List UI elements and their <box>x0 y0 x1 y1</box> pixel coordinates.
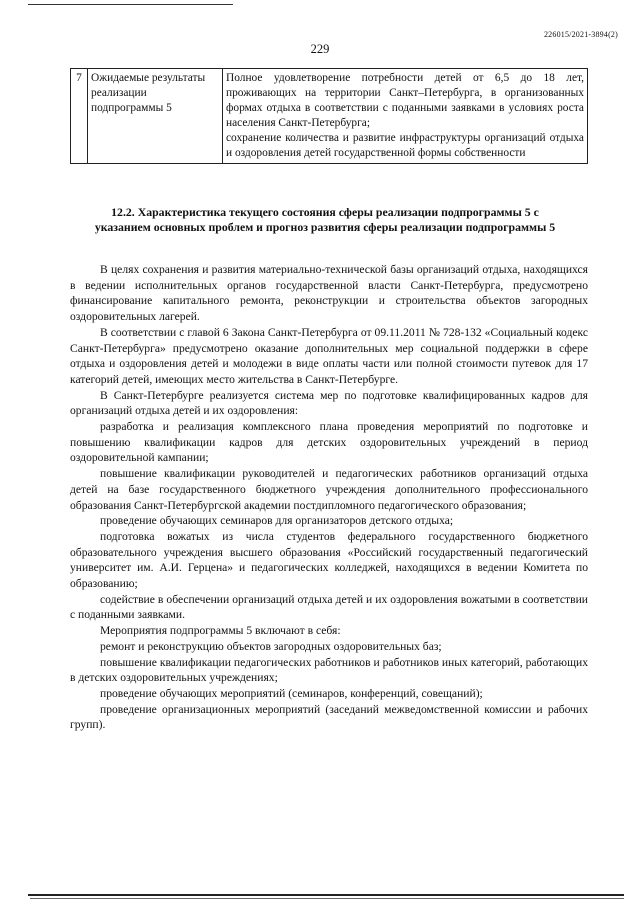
paragraph: содействие в обеспечении организаций отдыха детей и их оздоровления вожатыми в соответствии с поданными заявками. <box>70 592 588 622</box>
row-content-line: сохранение количества и развитие инфраструктуры организаций отдыха и оздоровления детей государственной формы собственности <box>226 132 584 159</box>
paragraph: разработка и реализация комплексного плана проведения мероприятий по подготовке и повышению квалификации кадров для детских оздоровительных учреждений в период оздоровительной кампании; <box>70 420 588 465</box>
results-table <box>70 68 588 164</box>
paragraph: повышение квалификации руководителей и педагогических работников организаций отдыха детей на базе государственного бюджетного учреждения дополнительного профессионального образования Санкт-Петербургской академии постдипломного педагогического образования; <box>70 467 588 512</box>
paragraph: повышение квалификации педагогических работников и работников иных категорий, работающих в детских оздоровительных учреждениях; <box>70 655 588 685</box>
page-number: 229 <box>310 42 330 56</box>
paragraph: проведение обучающих мероприятий (семинаров, конференций, совещаний); <box>100 686 483 700</box>
paragraph: Мероприятия подпрограммы 5 включают в себя: <box>100 624 341 638</box>
paragraph: В целях сохранения и развития материально-технической базы организаций отдыха, находящихся в ведении исполнительных органов государственной власти Санкт-Петербурга, предусмотрено финансирование капитального ремонта, реконструкции и строительства объектов загородных оздоровительных лагерей. <box>70 263 588 324</box>
paragraph: проведение организационных мероприятий (заседаний межведомственной комиссии и рабочих групп). <box>70 702 588 732</box>
paragraph: В Санкт-Петербурге реализуется система мер по подготовке квалифицированных кадров для организаций отдыха детей и их оздоровления: <box>70 388 588 418</box>
paragraph: проведение обучающих семинаров для организаторов детского отдыха; <box>100 514 454 528</box>
paragraph: подготовка вожатых из числа студентов федерального государственного бюджетного образовательного учреждения высшего образования «Российский государственный педагогический университет им. А.И. Герцена» и педагогических колледжей, находящихся в ведении Комитета по образованию; <box>70 529 588 591</box>
top-rule <box>28 4 233 5</box>
paragraph: ремонт и реконструкцию объектов загородных оздоровительных баз; <box>100 639 442 653</box>
paragraph: В соответствии с главой 6 Закона Санкт-Петербурга от 09.11.2011 № 728-132 «Социальный кодекс Санкт-Петербурга» предусмотрено оказание дополнительных мер социальной поддержки в сфере отдыха и оздоровления детей и молодежи в виде оплаты части или полной стоимости путевок для 17 категорий детей, имеющих место жительства в Санкт-Петербурге. <box>70 325 588 386</box>
table-row <box>71 69 588 164</box>
bottom-rule-thin <box>30 898 624 899</box>
row-content-line: Полное удовлетворение потребности детей от 6,5 до 18 лет, проживающих на территории Санкт–Петербурга, в организованных формах отдыха в соответствии с поданными заявками в условиях роста населения Санкт-Петербурга; <box>226 72 584 129</box>
section-heading: 12.2. Характеристика текущего состояния сферы реализации подпрограммы 5 с указанием основных проблем и прогноз развития сферы реализации подпрограммы 5 <box>94 205 556 234</box>
document-id: 226015/2021-3894(2) <box>543 30 618 39</box>
row-label: Ожидаемые результаты реализации подпрограммы 5 <box>88 69 223 164</box>
row-number: 7 <box>71 69 88 164</box>
row-content <box>223 69 588 164</box>
bottom-rule <box>28 894 624 896</box>
section-body <box>70 262 588 733</box>
